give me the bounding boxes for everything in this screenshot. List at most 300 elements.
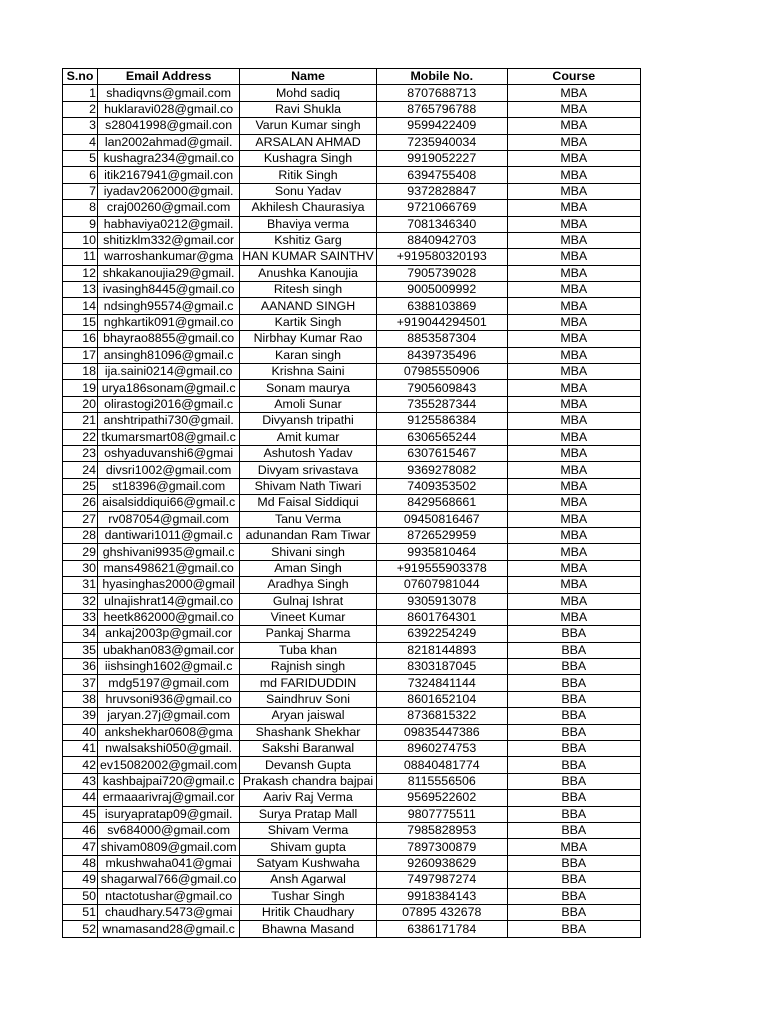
cell-course[interactable]: MBA bbox=[507, 577, 640, 593]
cell-mobile[interactable]: 9260938629 bbox=[376, 855, 507, 871]
cell-sno[interactable]: 35 bbox=[63, 642, 98, 658]
cell-sno[interactable]: 50 bbox=[63, 888, 98, 904]
cell-sno[interactable]: 32 bbox=[63, 593, 98, 609]
cell-course[interactable]: MBA bbox=[507, 265, 640, 281]
table-row bbox=[63, 511, 641, 527]
table-row bbox=[63, 839, 641, 855]
cell-sno[interactable]: 13 bbox=[63, 282, 98, 298]
cell-name[interactable]: Ansh Agarwal bbox=[240, 872, 377, 888]
cell-course[interactable]: MBA bbox=[507, 232, 640, 248]
table-row bbox=[63, 741, 641, 757]
cell-name[interactable]: Satyam Kushwaha bbox=[240, 855, 377, 871]
header-sno[interactable]: S.no bbox=[63, 69, 98, 85]
cell-sno[interactable]: 40 bbox=[63, 724, 98, 740]
cell-name[interactable]: Nirbhay Kumar Rao bbox=[240, 331, 377, 347]
cell-course[interactable]: MBA bbox=[507, 150, 640, 166]
cell-mobile[interactable]: 6394755408 bbox=[376, 167, 507, 183]
cell-name[interactable]: adunandan Ram Tiwar bbox=[240, 527, 377, 543]
cell-sno[interactable]: 51 bbox=[63, 904, 98, 920]
cell-name[interactable]: Ritesh singh bbox=[240, 282, 377, 298]
cell-course[interactable]: MBA bbox=[507, 101, 640, 117]
table-row bbox=[63, 183, 641, 199]
cell-email[interactable]: huklaravi028@gmail.co bbox=[98, 101, 240, 117]
cell-name[interactable]: HAN KUMAR SAINTHV bbox=[240, 249, 377, 265]
table-row bbox=[63, 708, 641, 724]
table-row bbox=[63, 364, 641, 380]
table-row bbox=[63, 773, 641, 789]
header-email[interactable]: Email Address bbox=[98, 69, 240, 85]
cell-mobile[interactable]: 7409353502 bbox=[376, 478, 507, 494]
cell-email[interactable]: urya186sonam@gmail.c bbox=[98, 380, 240, 396]
cell-mobile[interactable]: 8736815322 bbox=[376, 708, 507, 724]
cell-name[interactable]: Kartik Singh bbox=[240, 314, 377, 330]
cell-name[interactable]: Vineet Kumar bbox=[240, 609, 377, 625]
cell-sno[interactable]: 8 bbox=[63, 200, 98, 216]
cell-mobile[interactable]: +919555903378 bbox=[376, 560, 507, 576]
cell-name[interactable]: Tushar Singh bbox=[240, 888, 377, 904]
cell-mobile[interactable]: 7235940034 bbox=[376, 134, 507, 150]
cell-name[interactable]: Shashank Shekhar bbox=[240, 724, 377, 740]
cell-sno[interactable]: 9 bbox=[63, 216, 98, 232]
cell-email[interactable]: bhayrao8855@gmail.co bbox=[98, 331, 240, 347]
cell-name[interactable]: Rajnish singh bbox=[240, 659, 377, 675]
cell-sno[interactable]: 24 bbox=[63, 462, 98, 478]
cell-mobile[interactable]: 7897300879 bbox=[376, 839, 507, 855]
cell-email[interactable]: jaryan.27j@gmail.com bbox=[98, 708, 240, 724]
cell-course[interactable]: BBA bbox=[507, 741, 640, 757]
cell-email[interactable]: ghshivani9935@gmail.c bbox=[98, 544, 240, 560]
header-course[interactable]: Course bbox=[507, 69, 640, 85]
cell-sno[interactable]: 44 bbox=[63, 790, 98, 806]
cell-course[interactable]: BBA bbox=[507, 855, 640, 871]
cell-name[interactable]: Bhawna Masand bbox=[240, 921, 377, 937]
cell-email[interactable]: ankaj2003p@gmail.cor bbox=[98, 626, 240, 642]
cell-email[interactable]: shitizklm332@gmail.cor bbox=[98, 232, 240, 248]
cell-name[interactable]: Tuba khan bbox=[240, 642, 377, 658]
cell-name[interactable]: Divyam srivastava bbox=[240, 462, 377, 478]
cell-mobile[interactable]: 9005009992 bbox=[376, 282, 507, 298]
cell-mobile[interactable]: 9807775511 bbox=[376, 806, 507, 822]
cell-mobile[interactable]: 6306565244 bbox=[376, 429, 507, 445]
cell-course[interactable]: BBA bbox=[507, 921, 640, 937]
cell-email[interactable]: shivam0809@gmail.com bbox=[98, 839, 240, 855]
cell-sno[interactable]: 2 bbox=[63, 101, 98, 117]
cell-sno[interactable]: 27 bbox=[63, 511, 98, 527]
cell-course[interactable]: MBA bbox=[507, 462, 640, 478]
cell-name[interactable]: Krishna Saini bbox=[240, 364, 377, 380]
cell-name[interactable]: Kshitiz Garg bbox=[240, 232, 377, 248]
cell-name[interactable]: Saindhruv Soni bbox=[240, 691, 377, 707]
cell-sno[interactable]: 12 bbox=[63, 265, 98, 281]
cell-sno[interactable]: 34 bbox=[63, 626, 98, 642]
cell-email[interactable]: chaudhary.5473@gmai bbox=[98, 904, 240, 920]
cell-sno[interactable]: 23 bbox=[63, 445, 98, 461]
cell-name[interactable]: Aradhya Singh bbox=[240, 577, 377, 593]
table-row bbox=[63, 118, 641, 134]
cell-course[interactable]: MBA bbox=[507, 216, 640, 232]
table-row bbox=[63, 888, 641, 904]
cell-email[interactable]: olirastogi2016@gmail.c bbox=[98, 396, 240, 412]
cell-name[interactable]: Ashutosh Yadav bbox=[240, 445, 377, 461]
cell-email[interactable]: craj00260@gmail.com bbox=[98, 200, 240, 216]
cell-sno[interactable]: 45 bbox=[63, 806, 98, 822]
cell-sno[interactable]: 33 bbox=[63, 609, 98, 625]
cell-name[interactable]: AANAND SINGH bbox=[240, 298, 377, 314]
cell-name[interactable]: Bhaviya verma bbox=[240, 216, 377, 232]
cell-sno[interactable]: 46 bbox=[63, 822, 98, 838]
cell-sno[interactable]: 41 bbox=[63, 741, 98, 757]
cell-course[interactable]: MBA bbox=[507, 609, 640, 625]
table-row bbox=[63, 872, 641, 888]
cell-course[interactable]: MBA bbox=[507, 347, 640, 363]
table-row bbox=[63, 921, 641, 937]
cell-sno[interactable]: 6 bbox=[63, 167, 98, 183]
cell-mobile[interactable]: 7355287344 bbox=[376, 396, 507, 412]
cell-mobile[interactable]: 6386171784 bbox=[376, 921, 507, 937]
table-row bbox=[63, 757, 641, 773]
cell-mobile[interactable]: 8853587304 bbox=[376, 331, 507, 347]
cell-course[interactable]: BBA bbox=[507, 822, 640, 838]
table-row bbox=[63, 609, 641, 625]
cell-name[interactable]: Aariv Raj Verma bbox=[240, 790, 377, 806]
cell-name[interactable]: ARSALAN AHMAD bbox=[240, 134, 377, 150]
cell-mobile[interactable]: 6388103869 bbox=[376, 298, 507, 314]
cell-name[interactable]: Amoli Sunar bbox=[240, 396, 377, 412]
table-row bbox=[63, 462, 641, 478]
cell-mobile[interactable]: 08840481774 bbox=[376, 757, 507, 773]
cell-email[interactable]: habhaviya0212@gmail. bbox=[98, 216, 240, 232]
cell-course[interactable]: MBA bbox=[507, 511, 640, 527]
cell-mobile[interactable]: 8601652104 bbox=[376, 691, 507, 707]
cell-course[interactable]: MBA bbox=[507, 544, 640, 560]
cell-mobile[interactable]: 9125586384 bbox=[376, 413, 507, 429]
table-row bbox=[63, 380, 641, 396]
cell-course[interactable]: MBA bbox=[507, 839, 640, 855]
table-row bbox=[63, 659, 641, 675]
cell-name[interactable]: Gulnaj Ishrat bbox=[240, 593, 377, 609]
cell-sno[interactable]: 16 bbox=[63, 331, 98, 347]
cell-mobile[interactable]: 09450816467 bbox=[376, 511, 507, 527]
student-table bbox=[62, 68, 641, 938]
cell-course[interactable]: BBA bbox=[507, 904, 640, 920]
cell-name[interactable]: Hritik Chaudhary bbox=[240, 904, 377, 920]
cell-sno[interactable]: 7 bbox=[63, 183, 98, 199]
cell-course[interactable]: MBA bbox=[507, 200, 640, 216]
cell-course[interactable]: BBA bbox=[507, 872, 640, 888]
cell-name[interactable]: Devansh Gupta bbox=[240, 757, 377, 773]
table-row bbox=[63, 478, 641, 494]
cell-mobile[interactable]: +919580320193 bbox=[376, 249, 507, 265]
cell-sno[interactable]: 42 bbox=[63, 757, 98, 773]
cell-sno[interactable]: 10 bbox=[63, 232, 98, 248]
cell-email[interactable]: ndsingh95574@gmail.c bbox=[98, 298, 240, 314]
cell-course[interactable]: BBA bbox=[507, 724, 640, 740]
cell-mobile[interactable]: 7081346340 bbox=[376, 216, 507, 232]
cell-mobile[interactable]: 07985550906 bbox=[376, 364, 507, 380]
cell-email[interactable]: ubakhan083@gmail.cor bbox=[98, 642, 240, 658]
cell-mobile[interactable]: 8429568661 bbox=[376, 495, 507, 511]
table-row bbox=[63, 642, 641, 658]
cell-email[interactable]: tkumarsmart08@gmail.c bbox=[98, 429, 240, 445]
cell-email[interactable]: ev15082002@gmail.com bbox=[98, 757, 240, 773]
cell-course[interactable]: MBA bbox=[507, 413, 640, 429]
cell-email[interactable]: ermaaarivraj@gmail.cor bbox=[98, 790, 240, 806]
table-row bbox=[63, 724, 641, 740]
cell-mobile[interactable]: 8840942703 bbox=[376, 232, 507, 248]
cell-course[interactable]: BBA bbox=[507, 773, 640, 789]
cell-mobile[interactable]: 7497987274 bbox=[376, 872, 507, 888]
cell-name[interactable]: Sonam maurya bbox=[240, 380, 377, 396]
cell-email[interactable]: warroshankumar@gma bbox=[98, 249, 240, 265]
table-row bbox=[63, 790, 641, 806]
cell-name[interactable]: Pankaj Sharma bbox=[240, 626, 377, 642]
cell-sno[interactable]: 4 bbox=[63, 134, 98, 150]
cell-mobile[interactable]: 9372828847 bbox=[376, 183, 507, 199]
cell-mobile[interactable]: 8115556506 bbox=[376, 773, 507, 789]
cell-mobile[interactable]: +919044294501 bbox=[376, 314, 507, 330]
table-row bbox=[63, 527, 641, 543]
cell-email[interactable]: iyadav2062000@gmail. bbox=[98, 183, 240, 199]
cell-mobile[interactable]: 9919052227 bbox=[376, 150, 507, 166]
cell-name[interactable]: Kushagra Singh bbox=[240, 150, 377, 166]
cell-email[interactable]: st18396@gmail.com bbox=[98, 478, 240, 494]
cell-course[interactable]: MBA bbox=[507, 298, 640, 314]
cell-email[interactable]: kashbajpai720@gmail.c bbox=[98, 773, 240, 789]
cell-mobile[interactable]: 6392254249 bbox=[376, 626, 507, 642]
cell-mobile[interactable]: 9935810464 bbox=[376, 544, 507, 560]
cell-mobile[interactable]: 7985828953 bbox=[376, 822, 507, 838]
cell-email[interactable]: aisalsiddiqui66@gmail.c bbox=[98, 495, 240, 511]
cell-course[interactable]: MBA bbox=[507, 85, 640, 101]
cell-sno[interactable]: 29 bbox=[63, 544, 98, 560]
cell-sno[interactable]: 18 bbox=[63, 364, 98, 380]
cell-mobile[interactable]: 8439735496 bbox=[376, 347, 507, 363]
cell-name[interactable]: Aryan jaiswal bbox=[240, 708, 377, 724]
cell-sno[interactable]: 30 bbox=[63, 560, 98, 576]
cell-mobile[interactable]: 07607981044 bbox=[376, 577, 507, 593]
cell-name[interactable]: md FARIDUDDIN bbox=[240, 675, 377, 691]
cell-sno[interactable]: 38 bbox=[63, 691, 98, 707]
cell-sno[interactable]: 22 bbox=[63, 429, 98, 445]
cell-course[interactable]: MBA bbox=[507, 183, 640, 199]
cell-course[interactable]: BBA bbox=[507, 626, 640, 642]
cell-email[interactable]: shagarwal766@gmail.co bbox=[98, 872, 240, 888]
cell-name[interactable]: Varun Kumar singh bbox=[240, 118, 377, 134]
cell-name[interactable]: Shivam gupta bbox=[240, 839, 377, 855]
cell-email[interactable]: ija.saini0214@gmail.co bbox=[98, 364, 240, 380]
cell-email[interactable]: divsri1002@gmail.com bbox=[98, 462, 240, 478]
cell-sno[interactable]: 20 bbox=[63, 396, 98, 412]
cell-course[interactable]: MBA bbox=[507, 380, 640, 396]
cell-email[interactable]: kushagra234@gmail.co bbox=[98, 150, 240, 166]
cell-mobile[interactable]: 9305913078 bbox=[376, 593, 507, 609]
cell-email[interactable]: hruvsoni936@gmail.co bbox=[98, 691, 240, 707]
cell-email[interactable]: mkushwaha041@gmai bbox=[98, 855, 240, 871]
cell-sno[interactable]: 25 bbox=[63, 478, 98, 494]
cell-name[interactable]: Surya Pratap Mall bbox=[240, 806, 377, 822]
cell-sno[interactable]: 17 bbox=[63, 347, 98, 363]
table-row bbox=[63, 347, 641, 363]
cell-name[interactable]: Shivam Verma bbox=[240, 822, 377, 838]
cell-mobile[interactable]: 8218144893 bbox=[376, 642, 507, 658]
cell-email[interactable]: mdg5197@gmail.com bbox=[98, 675, 240, 691]
cell-email[interactable]: ankshekhar0608@gma bbox=[98, 724, 240, 740]
cell-course[interactable]: MBA bbox=[507, 282, 640, 298]
cell-sno[interactable]: 26 bbox=[63, 495, 98, 511]
cell-course[interactable]: MBA bbox=[507, 445, 640, 461]
cell-name[interactable]: Tanu Verma bbox=[240, 511, 377, 527]
cell-course[interactable]: MBA bbox=[507, 364, 640, 380]
cell-course[interactable]: MBA bbox=[507, 560, 640, 576]
cell-course[interactable]: BBA bbox=[507, 659, 640, 675]
cell-name[interactable]: Shivani singh bbox=[240, 544, 377, 560]
cell-sno[interactable]: 19 bbox=[63, 380, 98, 396]
cell-sno[interactable]: 21 bbox=[63, 413, 98, 429]
cell-email[interactable]: rv087054@gmail.com bbox=[98, 511, 240, 527]
cell-course[interactable]: MBA bbox=[507, 134, 640, 150]
cell-sno[interactable]: 47 bbox=[63, 839, 98, 855]
cell-course[interactable]: MBA bbox=[507, 167, 640, 183]
cell-course[interactable]: BBA bbox=[507, 642, 640, 658]
cell-course[interactable]: BBA bbox=[507, 888, 640, 904]
cell-course[interactable]: BBA bbox=[507, 790, 640, 806]
cell-name[interactable]: Divyansh tripathi bbox=[240, 413, 377, 429]
cell-name[interactable]: Ravi Shukla bbox=[240, 101, 377, 117]
cell-mobile[interactable]: 9369278082 bbox=[376, 462, 507, 478]
cell-course[interactable]: MBA bbox=[507, 331, 640, 347]
table-row bbox=[63, 544, 641, 560]
cell-course[interactable]: MBA bbox=[507, 396, 640, 412]
cell-course[interactable]: BBA bbox=[507, 691, 640, 707]
cell-sno[interactable]: 3 bbox=[63, 118, 98, 134]
cell-sno[interactable]: 49 bbox=[63, 872, 98, 888]
cell-sno[interactable]: 1 bbox=[63, 85, 98, 101]
table-row bbox=[63, 249, 641, 265]
cell-email[interactable]: dantiwari1011@gmail.c bbox=[98, 527, 240, 543]
cell-email[interactable]: shadiqvns@gmail.com bbox=[98, 85, 240, 101]
cell-mobile[interactable]: 9569522602 bbox=[376, 790, 507, 806]
cell-name[interactable]: Sakshi Baranwal bbox=[240, 741, 377, 757]
table-row bbox=[63, 429, 641, 445]
cell-mobile[interactable]: 8960274753 bbox=[376, 741, 507, 757]
cell-course[interactable]: MBA bbox=[507, 478, 640, 494]
cell-name[interactable]: Amit kumar bbox=[240, 429, 377, 445]
table-row bbox=[63, 134, 641, 150]
cell-course[interactable]: MBA bbox=[507, 314, 640, 330]
cell-email[interactable]: shkakanoujia29@gmail. bbox=[98, 265, 240, 281]
table-row bbox=[63, 626, 641, 642]
cell-course[interactable]: BBA bbox=[507, 708, 640, 724]
cell-mobile[interactable]: 8726529959 bbox=[376, 527, 507, 543]
cell-sno[interactable]: 37 bbox=[63, 675, 98, 691]
table-row bbox=[63, 904, 641, 920]
cell-email[interactable]: oshyaduvanshi6@gmai bbox=[98, 445, 240, 461]
cell-mobile[interactable]: 9721066769 bbox=[376, 200, 507, 216]
cell-name[interactable]: Karan singh bbox=[240, 347, 377, 363]
cell-email[interactable]: sv684000@gmail.com bbox=[98, 822, 240, 838]
cell-course[interactable]: MBA bbox=[507, 527, 640, 543]
header-name[interactable]: Name bbox=[240, 69, 377, 85]
cell-name[interactable]: Prakash chandra bajpai bbox=[240, 773, 377, 789]
table-row bbox=[63, 331, 641, 347]
cell-mobile[interactable]: 8707688713 bbox=[376, 85, 507, 101]
cell-mobile[interactable]: 07895 432678 bbox=[376, 904, 507, 920]
cell-email[interactable]: ulnajishrat14@gmail.co bbox=[98, 593, 240, 609]
cell-name[interactable]: Akhilesh Chaurasiya bbox=[240, 200, 377, 216]
cell-mobile[interactable]: 7905609843 bbox=[376, 380, 507, 396]
cell-sno[interactable]: 31 bbox=[63, 577, 98, 593]
cell-email[interactable]: ansingh81096@gmail.c bbox=[98, 347, 240, 363]
cell-mobile[interactable]: 8765796788 bbox=[376, 101, 507, 117]
cell-email[interactable]: hyasinghas2000@gmail bbox=[98, 577, 240, 593]
cell-email[interactable]: anshtripathi730@gmail. bbox=[98, 413, 240, 429]
table-row bbox=[63, 675, 641, 691]
cell-mobile[interactable]: 9599422409 bbox=[376, 118, 507, 134]
cell-sno[interactable]: 5 bbox=[63, 150, 98, 166]
cell-course[interactable]: MBA bbox=[507, 249, 640, 265]
cell-mobile[interactable]: 09835447386 bbox=[376, 724, 507, 740]
cell-sno[interactable]: 48 bbox=[63, 855, 98, 871]
cell-course[interactable]: BBA bbox=[507, 675, 640, 691]
cell-mobile[interactable]: 6307615467 bbox=[376, 445, 507, 461]
cell-email[interactable]: heetk862000@gmail.co bbox=[98, 609, 240, 625]
cell-email[interactable]: itik2167941@gmail.con bbox=[98, 167, 240, 183]
cell-sno[interactable]: 39 bbox=[63, 708, 98, 724]
cell-email[interactable]: ntactotushar@gmail.co bbox=[98, 888, 240, 904]
cell-sno[interactable]: 14 bbox=[63, 298, 98, 314]
cell-course[interactable]: BBA bbox=[507, 806, 640, 822]
cell-email[interactable]: nghkartik091@gmail.co bbox=[98, 314, 240, 330]
table-row bbox=[63, 822, 641, 838]
cell-email[interactable]: lan2002ahmad@gmail. bbox=[98, 134, 240, 150]
cell-email[interactable]: isuryapratap09@gmail. bbox=[98, 806, 240, 822]
cell-sno[interactable]: 36 bbox=[63, 659, 98, 675]
cell-mobile[interactable]: 9918384143 bbox=[376, 888, 507, 904]
cell-course[interactable]: MBA bbox=[507, 495, 640, 511]
cell-email[interactable]: s28041998@gmail.con bbox=[98, 118, 240, 134]
cell-mobile[interactable]: 8303187045 bbox=[376, 659, 507, 675]
cell-email[interactable]: wnamasand28@gmail.c bbox=[98, 921, 240, 937]
cell-course[interactable]: MBA bbox=[507, 593, 640, 609]
cell-course[interactable]: BBA bbox=[507, 757, 640, 773]
table-row bbox=[63, 593, 641, 609]
table-row bbox=[63, 150, 641, 166]
cell-email[interactable]: ivasingh8445@gmail.co bbox=[98, 282, 240, 298]
table-row bbox=[63, 216, 641, 232]
cell-sno[interactable]: 43 bbox=[63, 773, 98, 789]
cell-course[interactable]: MBA bbox=[507, 118, 640, 134]
cell-mobile[interactable]: 7324841144 bbox=[376, 675, 507, 691]
cell-name[interactable]: Ritik Singh bbox=[240, 167, 377, 183]
cell-name[interactable]: Sonu Yadav bbox=[240, 183, 377, 199]
cell-name[interactable]: Anushka Kanoujia bbox=[240, 265, 377, 281]
cell-sno[interactable]: 52 bbox=[63, 921, 98, 937]
cell-sno[interactable]: 11 bbox=[63, 249, 98, 265]
cell-email[interactable]: iishsingh1602@gmail.c bbox=[98, 659, 240, 675]
cell-email[interactable]: nwalsakshi050@gmail. bbox=[98, 741, 240, 757]
cell-sno[interactable]: 15 bbox=[63, 314, 98, 330]
cell-course[interactable]: MBA bbox=[507, 429, 640, 445]
cell-name[interactable]: Aman Singh bbox=[240, 560, 377, 576]
header-mobile[interactable]: Mobile No. bbox=[376, 69, 507, 85]
cell-email[interactable]: mans498621@gmail.co bbox=[98, 560, 240, 576]
cell-sno[interactable]: 28 bbox=[63, 527, 98, 543]
cell-name[interactable]: Md Faisal Siddiqui bbox=[240, 495, 377, 511]
cell-name[interactable]: Shivam Nath Tiwari bbox=[240, 478, 377, 494]
cell-mobile[interactable]: 8601764301 bbox=[376, 609, 507, 625]
cell-name[interactable]: Mohd sadiq bbox=[240, 85, 377, 101]
cell-mobile[interactable]: 7905739028 bbox=[376, 265, 507, 281]
